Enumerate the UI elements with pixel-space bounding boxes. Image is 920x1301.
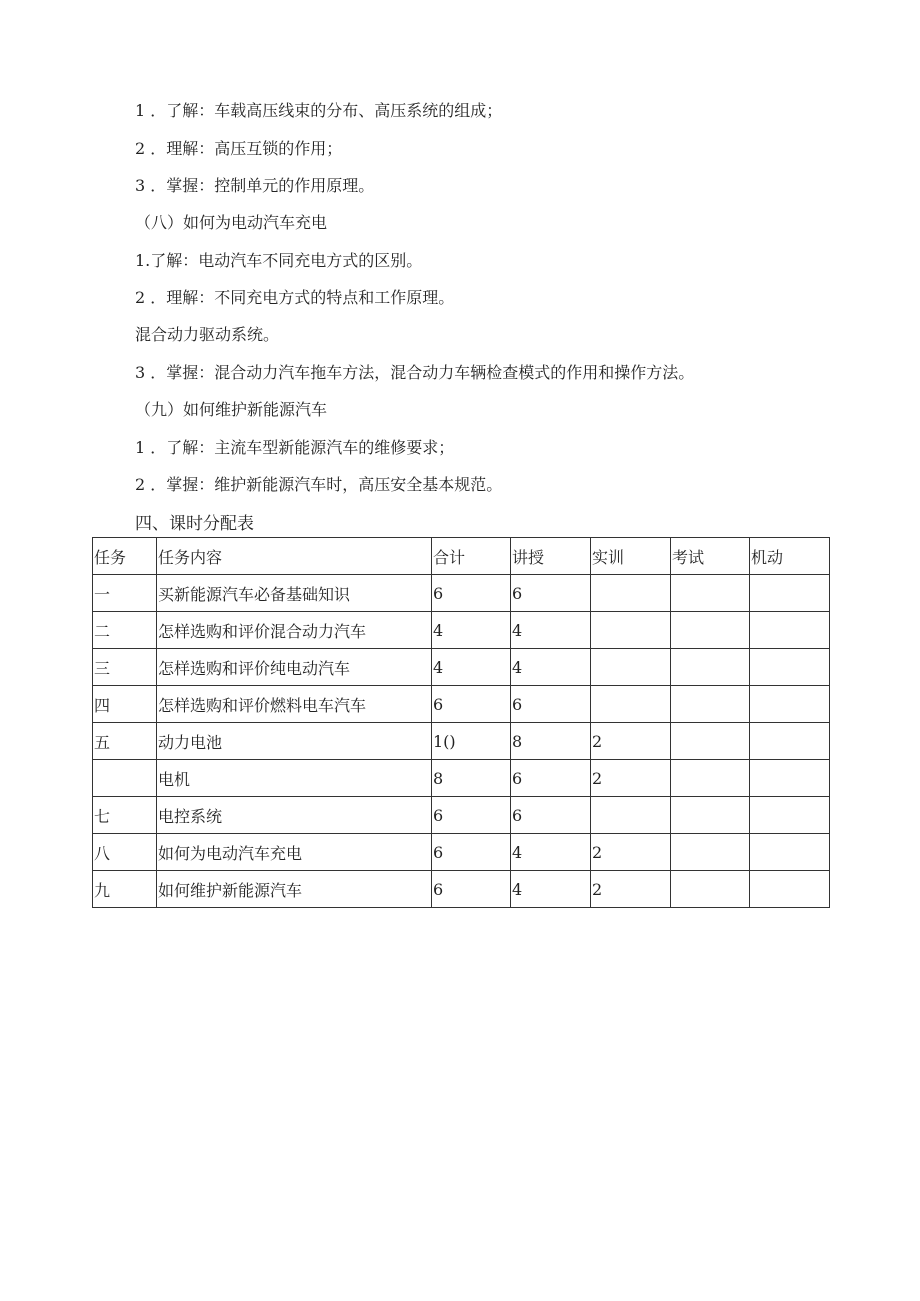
- table-cell: 四: [93, 686, 157, 723]
- table-cell: [591, 649, 671, 686]
- table-cell: 如何维护新能源汽车: [157, 871, 432, 908]
- table-row: [93, 723, 830, 760]
- table-cell: 五: [93, 723, 157, 760]
- table-cell: 买新能源汽车必备基础知识: [157, 575, 432, 612]
- column-header-task: 任务: [93, 538, 157, 575]
- text-line: 1 ．了解：车载高压线束的分布、高压系统的组成；: [135, 101, 503, 120]
- table-cell: [750, 834, 830, 871]
- table-cell: [93, 760, 157, 797]
- table-row: [93, 834, 830, 871]
- text-line: 2 ．理解：高压互锁的作用；: [135, 139, 343, 158]
- table-cell: 七: [93, 797, 157, 834]
- table-cell: 2: [591, 871, 671, 908]
- column-header-flexible: 机动: [750, 538, 830, 575]
- table-cell: 二: [93, 612, 157, 649]
- table-row: [93, 871, 830, 908]
- table-row: [93, 760, 830, 797]
- table-cell: 2: [591, 723, 671, 760]
- table-cell: [671, 686, 750, 723]
- table-row: [93, 612, 830, 649]
- text-line: 2 ．掌握：维护新能源汽车时，高压安全基本规范。: [135, 475, 503, 494]
- table-cell: 九: [93, 871, 157, 908]
- table-cell: 6: [432, 686, 511, 723]
- table-cell: [750, 760, 830, 797]
- table-cell: 怎样选购和评价混合动力汽车: [157, 612, 432, 649]
- text-line: 3 ．掌握：控制单元的作用原理。: [135, 176, 375, 195]
- table-row: [93, 649, 830, 686]
- table-row: [93, 686, 830, 723]
- table-cell: 6: [511, 575, 591, 612]
- table-cell: [671, 871, 750, 908]
- table-header-row: [93, 538, 830, 575]
- table-cell: [750, 649, 830, 686]
- text-line: 1 ．了解：主流车型新能源汽车的维修要求；: [135, 438, 455, 457]
- table-cell: [750, 797, 830, 834]
- table-cell: [671, 797, 750, 834]
- table-cell: 1(): [432, 723, 511, 760]
- table-cell: 6: [511, 797, 591, 834]
- table-cell: [591, 686, 671, 723]
- text-line: 混合动力驱动系统。: [135, 325, 280, 344]
- table-cell: 4: [511, 834, 591, 871]
- column-header-total: 合计: [432, 538, 511, 575]
- section-title: 四、课时分配表: [135, 514, 254, 534]
- table-cell: [750, 871, 830, 908]
- table-cell: 八: [93, 834, 157, 871]
- table-row: [93, 797, 830, 834]
- table-cell: [671, 649, 750, 686]
- subsection-heading: （八）如何为电动汽车充电: [135, 213, 328, 232]
- table-cell: 2: [591, 760, 671, 797]
- table-cell: 动力电池: [157, 723, 432, 760]
- table-cell: 4: [432, 612, 511, 649]
- table-cell: 三: [93, 649, 157, 686]
- column-header-exam: 考试: [671, 538, 750, 575]
- table-cell: 4: [511, 871, 591, 908]
- column-header-lecture: 讲授: [511, 538, 591, 575]
- table-cell: 4: [432, 649, 511, 686]
- table-cell: 8: [432, 760, 511, 797]
- table-cell: [750, 723, 830, 760]
- table-cell: [671, 612, 750, 649]
- table-cell: [671, 575, 750, 612]
- table-cell: 8: [511, 723, 591, 760]
- table-cell: [750, 686, 830, 723]
- table-cell: 电控系统: [157, 797, 432, 834]
- table-cell: [591, 575, 671, 612]
- table-cell: 6: [432, 834, 511, 871]
- table-cell: 怎样选购和评价燃料电车汽车: [157, 686, 432, 723]
- column-header-content: 任务内容: [157, 538, 432, 575]
- table-cell: 电机: [157, 760, 432, 797]
- table-cell: 2: [591, 834, 671, 871]
- table-cell: [671, 834, 750, 871]
- table-cell: [591, 612, 671, 649]
- table-row: [93, 575, 830, 612]
- table-cell: 6: [511, 760, 591, 797]
- table-cell: 一: [93, 575, 157, 612]
- table-cell: [671, 723, 750, 760]
- table-cell: 怎样选购和评价纯电动汽车: [157, 649, 432, 686]
- table-cell: 4: [511, 649, 591, 686]
- hours-allocation-table: [92, 537, 830, 908]
- text-line: 3 ．掌握：混合动力汽车拖车方法，混合动力车辆检查模式的作用和操作方法。: [135, 363, 695, 382]
- table-cell: 6: [432, 797, 511, 834]
- table-cell: [750, 612, 830, 649]
- table-cell: 如何为电动汽车充电: [157, 834, 432, 871]
- table-cell: 4: [511, 612, 591, 649]
- text-line: 2 ．理解：不同充电方式的特点和工作原理。: [135, 288, 455, 307]
- table-cell: [591, 797, 671, 834]
- table-cell: 6: [511, 686, 591, 723]
- column-header-practice: 实训: [591, 538, 671, 575]
- table-cell: 6: [432, 575, 511, 612]
- subsection-heading: （九）如何维护新能源汽车: [135, 400, 328, 419]
- text-line: 1.了解：电动汽车不同充电方式的区别。: [135, 251, 423, 270]
- table-cell: [750, 575, 830, 612]
- table-cell: 6: [432, 871, 511, 908]
- table-cell: [671, 760, 750, 797]
